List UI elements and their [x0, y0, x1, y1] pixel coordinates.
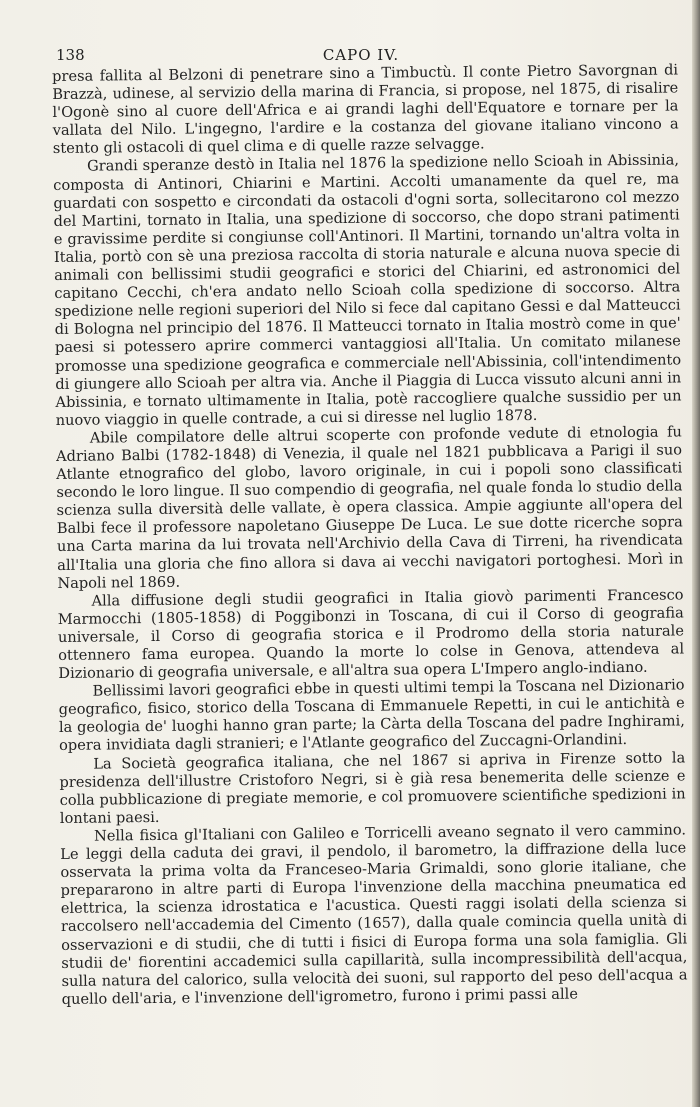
paragraph: Abile compilatore delle altrui scoperte con profonde vedute di etnologia fu Adriano Balbi (1782-1848) di Venezia, il quale nel 1821 pubblicava a Parigi il suo Atlante etnografico del globo, lavoro originale, in cui i popoli sono classificati secondo le loro lingue. Il suo compendio di geografia, nel quale fonda lo studio della scienza sulla diversità delle vallate, è opera classica. Ampie aggiunte all'opera del Balbi fece il professore napoletano Giuseppe De Luca. Le sue dotte ricerche sopra una Carta marina da lui trovata nell'Archivio della Cava di Tirreni, ha rivendicata all'Italia una gloria che fino allora si dava ai vecchi navigatori portoghesi. Morì in Napoli nel 1869. [55, 423, 684, 592]
paragraph: Grandi speranze destò in Italia nel 1876 la spedizione nello Scioah in Abissinia, composta di Antinori, Chiarini e Martini. Accolti umanamente da quel re, ma guardati con sospetto e circondati da ostacoli d'ogni sorta, sollecitarono col mezzo del Martini, tornato in Italia, una spedizione di soccorso, che dopo strani patimenti e gravissime perdite si congiunse coll'Antinori. Il Martini, tornando un'altra volta in Italia, portò con sè una preziosa raccolta di storia naturale e alcuna nuova specie di animali con bellissimi studii geografici e storici del Chiarini, ed astronomici del capitano Cecchi, ch'era andato nello Scioah colla spedizione di soccorso. Altra spedizione nelle regioni superiori del Nilo si fece dal capitano Gessi e dal Matteucci di Bologna nel principio del 1876. Il Matteucci tornato in Italia mostrò come in que' paesi si potessero aprire commerci vantaggiosi all'Italia. Un comitato milanese promosse una spedizione geografica e commerciale nell'Abissinia, coll'intendimento di giungere allo Scioah per altra via. Anche il Piaggia di Lucca vissuto alcuni anni in Abissinia, e tornato ultimamente in Italia, potè raccogliere qualche sussidio per un nuovo viaggio in quelle contrade, a cui si diresse nel luglio 1878. [53, 151, 682, 429]
paragraph: presa fallita al Belzoni di penetrare sino a Timbuctù. Il conte Pietro Savorgnan di Brazzà, udinese, al servizio della marina di Francia, si propose, nel 1875, di risalire l'Ogonè sino al cuore dell'Africa e ai grandi laghi dell'Equatore e tornare per la vallata del Nilo. L'ingegno, l'ardire e la costanza del giovane italiano vincono a stento gli ostacoli di quel clima e di quelle razze selvagge. [52, 61, 679, 158]
body-text [52, 61, 688, 1008]
paragraph: Nella fisica gl'Italiani con Galileo e Torricelli aveano segnato il vero cammino. Le leggi della caduta dei gravi, il pendolo, il barometro, la diffrazione della luce osservata la prima volta da Franceseo-Maria Grimaldi, sono glorie italiane, che prepararono in altre parti di Europa l'invenzione della macchina pneumatica ed elettrica, la scienza idrostatica e l'acustica. Questi raggi isolati della scienza si raccolsero nell'accademia del Cimento (1657), dalla quale comincia quella unità di osservazioni e di studii, che di tutti i fisici di Europa forma una sola famiglia. Gli studii de' fiorentini accademici sulla capillarità, sulla incompressibilità dell'acqua, sulla natura del calorico, sulla velocità dei suoni, sul rapporto del peso dell'acqua a quello dell'aria, e l'invenzione dell'igrometro, furono i primi passi alle [60, 821, 688, 1008]
paragraph: La Società geografica italiana, che nel 1867 si apriva in Firenze sotto la presidenza dell'illustre Cristoforo Negri, si è già resa benemerita delle scienze e colla pubblicazione di pregiate memorie, e col promuovere scientifiche spedizioni in lontani paesi. [59, 748, 686, 827]
running-head: CAPO IV. [322, 46, 400, 64]
paragraph: Alla diffusione degli studii geografici in Italia giovò parimenti Francesco Marmocchi (1805-1858) di Poggibonzi in Toscana, di cui il Corso di geografia universale, il Corso di geografia storica e il Prodromo della storia naturale ottennero fama europea. Quando la morte lo colse in Genova, attendeva al Dizionario di geografia universale, e all'altra sua opera L'Impero anglo-indiano. [57, 586, 685, 683]
page-number: 138 [56, 46, 85, 64]
book-spine-edge [692, 0, 700, 1107]
paragraph: Bellissimi lavori geografici ebbe in questi ultimi tempi la Toscana nel Dizionario geografico, fisico, storico della Toscana di Emmanuele Repetti, in cui le antichità e la geologia de' luoghi hanno gran parte; la Càrta della Toscana del padre Inghirami, opera invidiata dagli stranieri; e l'Atlante geografico del Zuccagni-Orlandini. [58, 676, 685, 755]
